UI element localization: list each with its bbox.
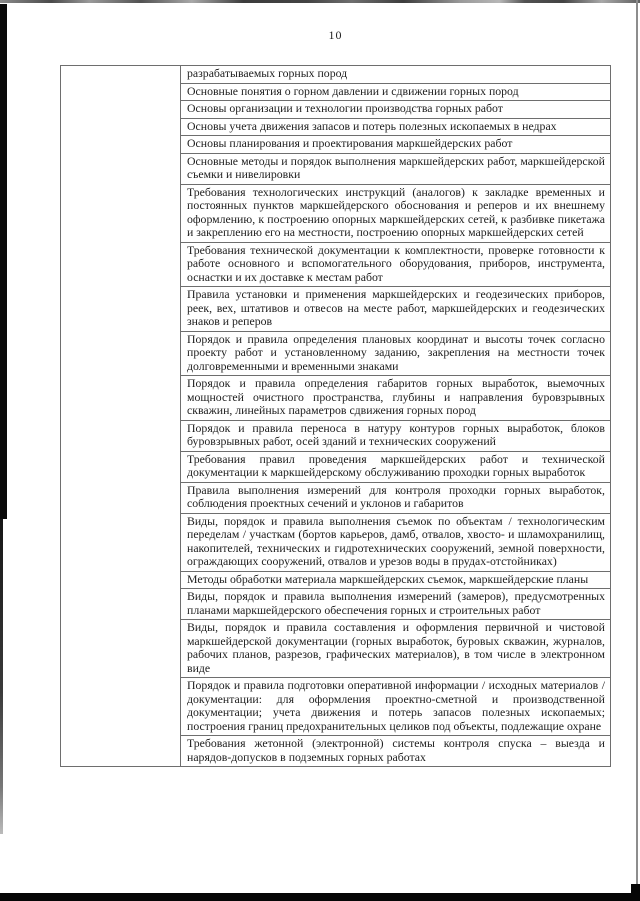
table-row xyxy=(61,66,611,84)
row-text-cell: разрабатываемых горных пород xyxy=(181,66,611,84)
content-table xyxy=(60,65,611,767)
row-text-cell: Требования правил проведения маркшейдерских работ и технической документации к маркшейдерскому обслуживанию проходки горных выработок xyxy=(181,451,611,482)
row-text-cell: Методы обработки материала маркшейдерских съемок, маркшейдерские планы xyxy=(181,571,611,589)
scan-edge-left-lower xyxy=(0,519,3,834)
row-text-cell: Основные методы и порядок выполнения маркшейдерских работ, маркшейдерской съемки и нивелировки xyxy=(181,153,611,184)
row-text-cell: Требования технической документации к комплектности, проверке готовности к работе основного и вспомогательного оборудования, приборов, инструмента, оснастки и их доставке к местам работ xyxy=(181,242,611,287)
row-text-cell: Основы организации и технологии производства горных работ xyxy=(181,101,611,119)
row-text-cell: Виды, порядок и правила выполнения измерений (замеров), предусмотренных планами маркшейдерского обеспечения горных и строительных работ xyxy=(181,589,611,620)
row-text-cell: Виды, порядок и правила составления и оформления первичной и чистовой маркшейдерской документации (горных выработок, буровых скважин, журналов, рабочих планов, разрезов, графических материалов), в том числе в электронном виде xyxy=(181,620,611,678)
row-text-cell: Виды, порядок и правила выполнения съемок по объектам / технологическим переделам / участкам (бортов карьеров, дамб, отвалов, хвосто- и шламохранилищ, накопителей, технических и гидротехнических сооружений, земной поверхности, ограждающих сооружений, отвалов и урезов воды в прудах-отстойниках) xyxy=(181,513,611,571)
scan-edge-top xyxy=(0,0,640,3)
row-text-cell: Порядок и правила определения плановых координат и высоты точек согласно проекту работ и установленному заданию, закрепления на местности точек долговременными и временными знаками xyxy=(181,331,611,376)
row-text-cell: Правила выполнения измерений для контроля проходки горных выработок, соблюдения проектных сечений и уклонов и габаритов xyxy=(181,482,611,513)
row-text-cell: Порядок и правила переноса в натуру контуров горных выработок, блоков буровзрывных работ, осей зданий и технических сооружений xyxy=(181,420,611,451)
row-text-cell: Правила установки и применения маркшейдерских и геодезических приборов, реек, вех, штативов и отвесов на месте работ, маркшейдерских и геодезических знаков и реперов xyxy=(181,287,611,332)
row-text-cell: Порядок и правила подготовки оперативной информации / исходных материалов / документации: для оформления проектно-сметной и производственной документации; учета движения и потерь запасов полезных ископаемых; построения границ предохранительных целиков под объекты, подлежащие охране xyxy=(181,678,611,736)
left-column-cell xyxy=(61,66,181,767)
row-text-cell: Требования технологических инструкций (аналогов) к закладке временных и постоянных пунктов маркшейдерского обоснования и реперов и их внешнему оформлению, к построению опорных маркшейдерских сетей, к разбивке пикетажа и закреплению его на местности, построению опорных маркшейдерских сетей xyxy=(181,184,611,242)
page-number: 10 xyxy=(328,28,343,42)
scan-edge-right xyxy=(636,0,638,901)
row-text-cell: Основы учета движения запасов и потерь полезных ископаемых в недрах xyxy=(181,118,611,136)
row-text-cell: Порядок и правила определения габаритов горных выработок, выемочных мощностей очистного пространства, глубины и направления буровзрывных скважин, линейных параметров сдвижения горных пород xyxy=(181,376,611,421)
row-text-cell: Основные понятия о горном давлении и сдвижении горных пород xyxy=(181,83,611,101)
scan-edge-bottom xyxy=(0,893,640,901)
scan-edge-left xyxy=(0,4,7,519)
scan-corner-bottom-right xyxy=(631,884,640,901)
row-text-cell: Требования жетонной (электронной) системы контроля спуска – выезда и нарядов-допусков в подземных горных работах xyxy=(181,736,611,767)
row-text-cell: Основы планирования и проектирования маркшейдерских работ xyxy=(181,136,611,154)
